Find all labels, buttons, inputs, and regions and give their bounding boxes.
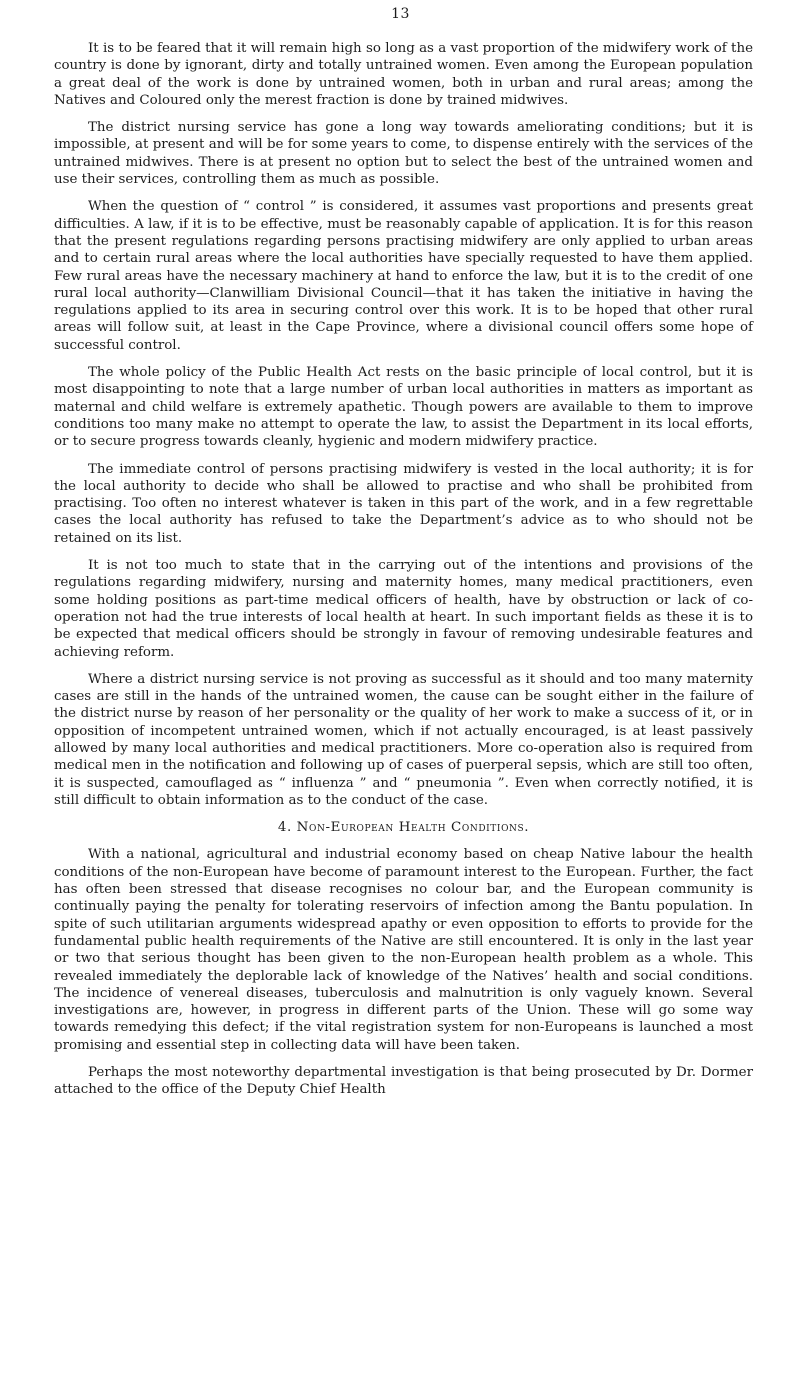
paragraph: Perhaps the most noteworthy departmental investigation is that being prosecuted by Dr. Dormer attached to the office of the Deputy Chief Health — [54, 1065, 753, 1098]
paragraph: It is to be feared that it will remain high so long as a vast proportion of the midwifery work of the country is done by ignorant, dirty and totally untrained women. Even among the European population a great deal of the work is done by untrained women, both in urban and rural areas; among the Natives and Coloured only the merest fraction is done by trained midwives. — [54, 41, 753, 108]
paragraph: Where a district nursing service is not proving as successful as it should and too many maternity cases are still in the hands of the untrained women, the cause can be sought either in the failure of the district nurse by reason of her personality or the quality of her work to make a success of it, or in opposition of incompetent untrained women, which if not actually encouraged, is at least passively allowed by many local authorities and medical practitioners. More co-operation also is required from medical men in the notification and following up of cases of puerperal sepsis, which are still too often, it is suspected, camouflaged as “ influenza ” and “ pneumonia ”. Even when correctly notified, it is still difficult to obtain information as to the conduct of the case. — [54, 671, 753, 808]
paragraph: The district nursing service has gone a long way towards ameliorating conditions; but it is impossible, at present and will be for some years to come, to dispense entirely with the services of the untrained midwives. There is at present no option but to select the best of the untrained women and use their services, controlling them as much as possible. — [54, 120, 753, 188]
page-number: 13 — [391, 6, 410, 22]
paragraph: It is not too much to state that in the carrying out of the intentions and provisions of the regulations regarding midwifery, nursing and maternity homes, many medical practitioners, even some holding positions as part-time medical officers of health, have by obstruction or lack of co-operation not had the true interests of local health at heart. In such important fields as these it is to be expected that medical officers should be strongly in favour of removing undesirable features and achieving reform. — [54, 558, 753, 660]
paragraph: The whole policy of the Public Health Act rests on the basic principle of local control, but it is most disappointing to note that a large number of urban local authorities in matters as important as maternal and child welfare is extremely apathetic. Though powers are available to them to improve conditions too many make no attempt to operate the law, to assist the Department in its local efforts, or to secure progress towards cleanly, hygienic and modern midwifery practice. — [54, 365, 753, 450]
paragraph: When the question of “ control ” is considered, it assumes vast proportions and presents great difficulties. A law, if it is to be effective, must be reasonably capable of application. It is for this reason that the present regulations regarding persons practising midwifery are only applied to urban areas and to certain rural areas where the local authorities have specially requested to have them applied. Few rural areas have the necessary machinery at hand to enforce the law, but it is to the credit of one rural local authority—Clanwilliam Divisional Council—that it has taken the initiative in having the regulations applied to its area in securing control over this work. It is to be hoped that other rural areas will follow suit, at least in the Cape Province, where a divisional council offers some hope of successful control. — [54, 199, 753, 353]
page-body — [54, 40, 753, 1109]
section-heading: 4. Non-European Health Conditions. — [277, 820, 530, 836]
paragraph: The immediate control of persons practising midwifery is vested in the local authority; it is for the local authority to decide who shall be allowed to practise and who shall be prohibited from practising. Too often no interest whatever is taken in this part of the work, and in a few regrettable cases the local authority has refused to take the Department’s advice as to who should not be retained on its list. — [54, 461, 753, 546]
paragraph: With a national, agricultural and industrial economy based on cheap Native labour the health conditions of the non-European have become of paramount interest to the European. Further, the fact has often been stressed that disease recognises no colour bar, and the European community is continually paying the penalty for tolerating reservoirs of infection among the Bantu population. In spite of such utilitarian arguments widespread apathy or even opposition to efforts to provide for the fundamental public health requirements of the Native are still encountered. It is only in the last year or two that serious thought has been given to the non-European health problem as a whole. This revealed immediately the deplorable lack of knowledge of the Natives’ health and social conditions. The incidence of venereal diseases, tuberculosis and malnutrition is only vaguely known. Several investigations are, however, in progress in different parts of the Union. These will go some way towards remedying this defect; if the vital registration system for non-Europeans is launched a most promising and essential step in collecting data will have been taken. — [54, 847, 753, 1053]
